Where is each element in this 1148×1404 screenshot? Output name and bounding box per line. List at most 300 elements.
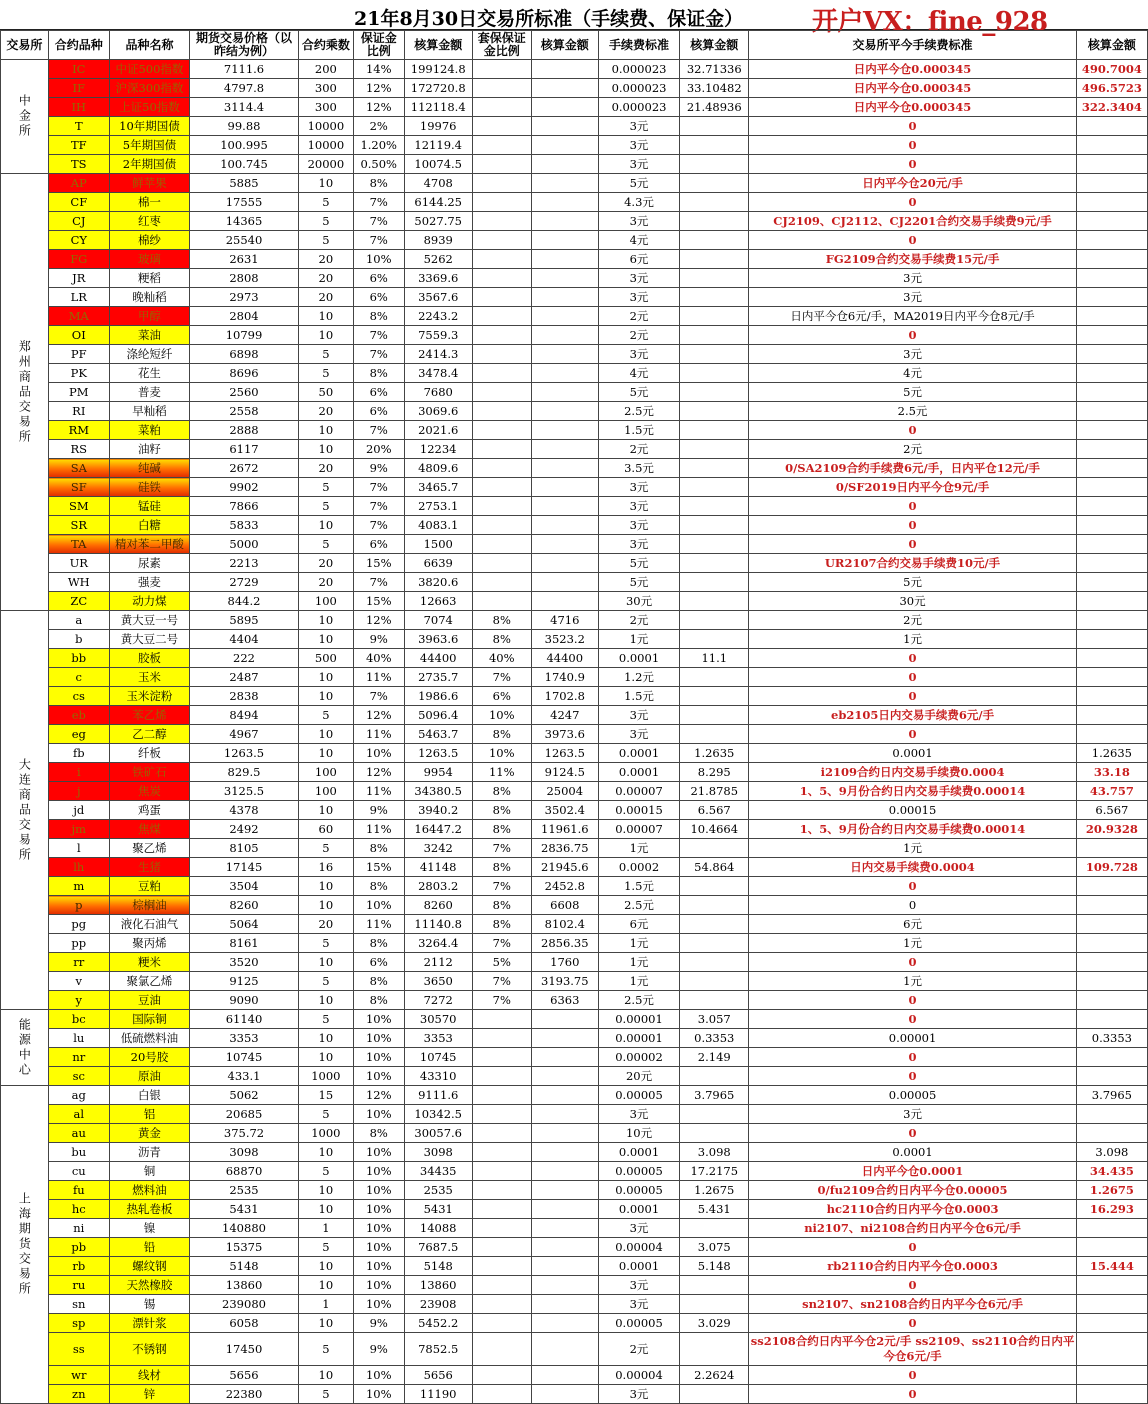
hedge-amount-cell	[531, 1219, 598, 1238]
product-name-cell: 硅铁	[109, 478, 189, 497]
table-row	[1, 497, 1148, 516]
price-cell: 8260	[190, 896, 299, 915]
close-today-fee-cell: 0	[749, 1366, 1076, 1385]
hedge-ratio-cell	[472, 345, 531, 364]
close-today-amount-cell	[1076, 250, 1147, 269]
close-today-amount-cell	[1076, 1295, 1147, 1314]
fee-standard-cell: 0.00004	[598, 1238, 679, 1257]
fee-amount-cell	[680, 478, 749, 497]
table-row	[1, 1086, 1148, 1105]
margin-amount-cell: 4809.6	[404, 459, 472, 478]
hedge-amount-cell	[531, 1029, 598, 1048]
hedge-amount-cell: 8102.4	[531, 915, 598, 934]
margin-ratio-cell: 10%	[353, 1238, 404, 1257]
margin-amount-cell: 16447.2	[404, 820, 472, 839]
hedge-ratio-cell	[472, 269, 531, 288]
watermark: 开户VX：fine_928	[812, 7, 1048, 37]
fee-amount-cell	[680, 630, 749, 649]
fee-standard-cell: 1元	[598, 839, 679, 858]
close-today-fee-cell: 0	[749, 535, 1076, 554]
product-name-cell: 聚乙烯	[109, 839, 189, 858]
margin-ratio-cell: 8%	[353, 174, 404, 193]
fee-standard-cell: 2元	[598, 611, 679, 630]
fee-standard-cell: 0.00004	[598, 1366, 679, 1385]
contract-code-cell: ru	[48, 1276, 109, 1295]
hedge-amount-cell: 1702.8	[531, 687, 598, 706]
contract-code-cell: bc	[48, 1010, 109, 1029]
hedge-amount-cell	[531, 79, 598, 98]
fee-amount-cell: 1.2675	[680, 1181, 749, 1200]
product-name-cell: 20号胶	[109, 1048, 189, 1067]
title-bar	[0, 0, 1148, 37]
price-cell: 8494	[190, 706, 299, 725]
product-name-cell: 精对苯二甲酸	[109, 535, 189, 554]
fee-standard-cell: 3元	[598, 155, 679, 174]
product-name-cell: 粳米	[109, 953, 189, 972]
hedge-amount-cell	[531, 497, 598, 516]
table-row	[1, 839, 1148, 858]
table-row	[1, 1295, 1148, 1314]
table-row	[1, 364, 1148, 383]
hedge-amount-cell	[531, 1048, 598, 1067]
price-cell: 14365	[190, 212, 299, 231]
hedge-amount-cell	[531, 326, 598, 345]
close-today-fee-cell: 0	[749, 516, 1076, 535]
contract-code-cell: FG	[48, 250, 109, 269]
table-row	[1, 611, 1148, 630]
product-name-cell: 沪深300指数	[109, 79, 189, 98]
table-row	[1, 1333, 1148, 1366]
margin-ratio-cell: 10%	[353, 1366, 404, 1385]
product-name-cell: 早籼稻	[109, 402, 189, 421]
close-today-amount-cell	[1076, 421, 1147, 440]
exchange-name-cell: 能源中心	[1, 1010, 49, 1086]
price-cell: 2672	[190, 459, 299, 478]
contract-code-cell: b	[48, 630, 109, 649]
hedge-ratio-cell	[472, 1086, 531, 1105]
product-name-cell: 纯碱	[109, 459, 189, 478]
close-today-amount-cell	[1076, 307, 1147, 326]
multiplier-cell: 10	[298, 953, 353, 972]
product-name-cell: 2年期国债	[109, 155, 189, 174]
product-name-cell: 油籽	[109, 440, 189, 459]
margin-ratio-cell: 11%	[353, 915, 404, 934]
fee-standard-cell: 1元	[598, 972, 679, 991]
hedge-amount-cell	[531, 250, 598, 269]
table-row	[1, 554, 1148, 573]
close-today-amount-cell	[1076, 440, 1147, 459]
contract-code-cell: p	[48, 896, 109, 915]
margin-ratio-cell: 20%	[353, 440, 404, 459]
fee-standard-cell: 5元	[598, 554, 679, 573]
contract-code-cell: RS	[48, 440, 109, 459]
close-today-fee-cell: 0	[749, 136, 1076, 155]
hedge-ratio-cell	[472, 1105, 531, 1124]
margin-ratio-cell: 8%	[353, 364, 404, 383]
contract-code-cell: v	[48, 972, 109, 991]
fee-amount-cell	[680, 497, 749, 516]
table-row	[1, 706, 1148, 725]
multiplier-cell: 5	[298, 1162, 353, 1181]
close-today-fee-cell: 2元	[749, 611, 1076, 630]
margin-amount-cell: 30057.6	[404, 1124, 472, 1143]
hedge-amount-cell	[531, 231, 598, 250]
close-today-amount-cell	[1076, 326, 1147, 345]
close-today-amount-cell	[1076, 1314, 1147, 1333]
hedge-amount-cell	[531, 1385, 598, 1404]
margin-ratio-cell: 7%	[353, 687, 404, 706]
price-cell: 829.5	[190, 763, 299, 782]
margin-ratio-cell: 6%	[353, 953, 404, 972]
product-name-cell: 焦炭	[109, 782, 189, 801]
product-name-cell: 菜粕	[109, 421, 189, 440]
close-today-amount-cell	[1076, 1105, 1147, 1124]
col-header: 核算金额	[531, 31, 598, 60]
hedge-amount-cell	[531, 174, 598, 193]
hedge-amount-cell	[531, 1143, 598, 1162]
fee-amount-cell	[680, 611, 749, 630]
margin-amount-cell: 199124.8	[404, 60, 472, 79]
margin-ratio-cell: 12%	[353, 98, 404, 117]
col-header: 保证金比例	[353, 31, 404, 60]
product-name-cell: 镍	[109, 1219, 189, 1238]
fee-standard-cell: 2.5元	[598, 991, 679, 1010]
fee-standard-cell: 2元	[598, 307, 679, 326]
margin-ratio-cell: 10%	[353, 1105, 404, 1124]
margin-ratio-cell: 7%	[353, 326, 404, 345]
fee-standard-cell: 3元	[598, 1219, 679, 1238]
fee-amount-cell: 2.149	[680, 1048, 749, 1067]
hedge-amount-cell	[531, 60, 598, 79]
hedge-amount-cell	[531, 1200, 598, 1219]
contract-code-cell: eg	[48, 725, 109, 744]
table-row	[1, 421, 1148, 440]
table-row	[1, 1143, 1148, 1162]
table-row	[1, 402, 1148, 421]
close-today-amount-cell: 0.3353	[1076, 1029, 1147, 1048]
fee-amount-cell	[680, 516, 749, 535]
margin-amount-cell: 3098	[404, 1143, 472, 1162]
margin-ratio-cell: 12%	[353, 611, 404, 630]
margin-ratio-cell: 2%	[353, 117, 404, 136]
fee-amount-cell	[680, 915, 749, 934]
fee-standard-cell: 6元	[598, 250, 679, 269]
price-cell: 7111.6	[190, 60, 299, 79]
multiplier-cell: 20	[298, 915, 353, 934]
close-today-amount-cell	[1076, 174, 1147, 193]
product-name-cell: 棉纱	[109, 231, 189, 250]
col-header: 合约品种	[48, 31, 109, 60]
margin-amount-cell: 5431	[404, 1200, 472, 1219]
margin-ratio-cell: 12%	[353, 763, 404, 782]
fee-standard-cell: 4元	[598, 364, 679, 383]
table-row	[1, 1067, 1148, 1086]
close-today-amount-cell	[1076, 1333, 1147, 1366]
table-row	[1, 953, 1148, 972]
hedge-amount-cell	[531, 1010, 598, 1029]
product-name-cell: 白糖	[109, 516, 189, 535]
fee-standard-cell: 5元	[598, 383, 679, 402]
margin-amount-cell: 8939	[404, 231, 472, 250]
hedge-ratio-cell: 7%	[472, 839, 531, 858]
close-today-fee-cell: 1、5、9月份合约日内交易手续费0.00014	[749, 820, 1076, 839]
close-today-fee-cell: 0/SF2019日内平今仓9元/手	[749, 478, 1076, 497]
fee-standard-cell: 0.00005	[598, 1181, 679, 1200]
contract-code-cell: sc	[48, 1067, 109, 1086]
hedge-ratio-cell: 8%	[472, 782, 531, 801]
margin-ratio-cell: 9%	[353, 1333, 404, 1366]
close-today-fee-cell: eb2105日内交易手续费6元/手	[749, 706, 1076, 725]
multiplier-cell: 200	[298, 60, 353, 79]
hedge-amount-cell	[531, 1162, 598, 1181]
price-cell: 2492	[190, 820, 299, 839]
margin-amount-cell: 112118.4	[404, 98, 472, 117]
contract-code-cell: IH	[48, 98, 109, 117]
fee-standard-cell: 6元	[598, 915, 679, 934]
hedge-amount-cell: 1740.9	[531, 668, 598, 687]
product-name-cell: 铅	[109, 1238, 189, 1257]
contract-code-cell: nr	[48, 1048, 109, 1067]
multiplier-cell: 10	[298, 725, 353, 744]
margin-amount-cell: 172720.8	[404, 79, 472, 98]
close-today-amount-cell	[1076, 839, 1147, 858]
product-name-cell: 晚籼稻	[109, 288, 189, 307]
fee-amount-cell	[680, 839, 749, 858]
close-today-fee-cell: 0	[749, 896, 1076, 915]
hedge-amount-cell: 2452.8	[531, 877, 598, 896]
close-today-fee-cell: 0.0001	[749, 744, 1076, 763]
hedge-amount-cell	[531, 269, 598, 288]
close-today-fee-cell: 日内平今仓0.000345	[749, 98, 1076, 117]
close-today-fee-cell: 0	[749, 649, 1076, 668]
product-name-cell: 乙二醇	[109, 725, 189, 744]
margin-ratio-cell: 11%	[353, 820, 404, 839]
product-name-cell: 5年期国债	[109, 136, 189, 155]
hedge-ratio-cell	[472, 1181, 531, 1200]
hedge-ratio-cell	[472, 212, 531, 231]
fee-standard-cell: 0.0001	[598, 763, 679, 782]
margin-amount-cell: 3940.2	[404, 801, 472, 820]
fee-margin-table	[0, 30, 1148, 1404]
hedge-amount-cell: 3523.2	[531, 630, 598, 649]
margin-ratio-cell: 9%	[353, 801, 404, 820]
price-cell: 2804	[190, 307, 299, 326]
close-today-amount-cell	[1076, 497, 1147, 516]
product-name-cell: 锡	[109, 1295, 189, 1314]
margin-ratio-cell: 10%	[353, 1276, 404, 1295]
multiplier-cell: 20	[298, 573, 353, 592]
fee-amount-cell	[680, 212, 749, 231]
contract-code-cell: ss	[48, 1333, 109, 1366]
margin-ratio-cell: 15%	[353, 858, 404, 877]
margin-ratio-cell: 6%	[353, 535, 404, 554]
margin-ratio-cell: 8%	[353, 877, 404, 896]
hedge-amount-cell: 21945.6	[531, 858, 598, 877]
hedge-ratio-cell: 8%	[472, 896, 531, 915]
fee-amount-cell: 11.1	[680, 649, 749, 668]
fee-amount-cell: 21.48936	[680, 98, 749, 117]
product-name-cell: 红枣	[109, 212, 189, 231]
hedge-amount-cell	[531, 345, 598, 364]
close-today-fee-cell: 日内平今仓0.000345	[749, 79, 1076, 98]
margin-amount-cell: 1263.5	[404, 744, 472, 763]
margin-amount-cell: 8260	[404, 896, 472, 915]
close-today-amount-cell: 6.567	[1076, 801, 1147, 820]
margin-ratio-cell: 10%	[353, 1219, 404, 1238]
fee-amount-cell	[680, 1295, 749, 1314]
hedge-amount-cell	[531, 1238, 598, 1257]
table-row	[1, 155, 1148, 174]
contract-code-cell: IC	[48, 60, 109, 79]
margin-ratio-cell: 10%	[353, 1067, 404, 1086]
hedge-ratio-cell	[472, 383, 531, 402]
fee-standard-cell: 10元	[598, 1124, 679, 1143]
fee-standard-cell: 3.5元	[598, 459, 679, 478]
margin-ratio-cell: 8%	[353, 1124, 404, 1143]
contract-code-cell: CF	[48, 193, 109, 212]
fee-standard-cell: 0.00002	[598, 1048, 679, 1067]
hedge-amount-cell: 44400	[531, 649, 598, 668]
table-row	[1, 668, 1148, 687]
margin-amount-cell: 34435	[404, 1162, 472, 1181]
fee-amount-cell: 5.148	[680, 1257, 749, 1276]
contract-code-cell: eb	[48, 706, 109, 725]
close-today-amount-cell	[1076, 155, 1147, 174]
margin-ratio-cell: 7%	[353, 421, 404, 440]
fee-standard-cell: 1.2元	[598, 668, 679, 687]
fee-amount-cell: 33.10482	[680, 79, 749, 98]
close-today-amount-cell	[1076, 478, 1147, 497]
product-name-cell: 棕榈油	[109, 896, 189, 915]
margin-ratio-cell: 12%	[353, 79, 404, 98]
price-cell: 22380	[190, 1385, 299, 1404]
contract-code-cell: sn	[48, 1295, 109, 1314]
hedge-amount-cell: 1760	[531, 953, 598, 972]
close-today-amount-cell	[1076, 554, 1147, 573]
margin-amount-cell: 1500	[404, 535, 472, 554]
fee-amount-cell	[680, 155, 749, 174]
fee-amount-cell	[680, 269, 749, 288]
margin-amount-cell: 11140.8	[404, 915, 472, 934]
contract-code-cell: pg	[48, 915, 109, 934]
table-row	[1, 440, 1148, 459]
margin-ratio-cell: 11%	[353, 782, 404, 801]
hedge-ratio-cell: 6%	[472, 687, 531, 706]
close-today-fee-cell: UR2107合约交易手续费10元/手	[749, 554, 1076, 573]
contract-code-cell: UR	[48, 554, 109, 573]
price-cell: 17145	[190, 858, 299, 877]
price-cell: 4797.8	[190, 79, 299, 98]
margin-amount-cell: 10745	[404, 1048, 472, 1067]
multiplier-cell: 20	[298, 288, 353, 307]
fee-standard-cell: 0.000023	[598, 98, 679, 117]
fee-standard-cell: 3元	[598, 535, 679, 554]
contract-code-cell: SR	[48, 516, 109, 535]
margin-ratio-cell: 11%	[353, 725, 404, 744]
hedge-amount-cell	[531, 421, 598, 440]
table-row	[1, 193, 1148, 212]
close-today-fee-cell: 0.00001	[749, 1029, 1076, 1048]
price-cell: 5431	[190, 1200, 299, 1219]
product-name-cell: 铝	[109, 1105, 189, 1124]
margin-amount-cell: 19976	[404, 117, 472, 136]
multiplier-cell: 1000	[298, 1067, 353, 1086]
multiplier-cell: 10	[298, 1276, 353, 1295]
price-cell: 5656	[190, 1366, 299, 1385]
close-today-fee-cell: 0	[749, 193, 1076, 212]
fee-amount-cell	[680, 1276, 749, 1295]
hedge-ratio-cell	[472, 535, 531, 554]
fee-standard-cell: 1元	[598, 934, 679, 953]
col-header: 核算金额	[680, 31, 749, 60]
contract-code-cell: TF	[48, 136, 109, 155]
product-name-cell: 普麦	[109, 383, 189, 402]
margin-amount-cell: 3820.6	[404, 573, 472, 592]
col-header: 合约乘数	[298, 31, 353, 60]
hedge-ratio-cell	[472, 117, 531, 136]
hedge-amount-cell: 3502.4	[531, 801, 598, 820]
hedge-ratio-cell	[472, 440, 531, 459]
hedge-amount-cell: 4716	[531, 611, 598, 630]
contract-code-cell: T	[48, 117, 109, 136]
price-cell: 17555	[190, 193, 299, 212]
contract-code-cell: OI	[48, 326, 109, 345]
hedge-ratio-cell	[472, 1276, 531, 1295]
fee-standard-cell: 5元	[598, 573, 679, 592]
price-cell: 10799	[190, 326, 299, 345]
contract-code-cell: wr	[48, 1366, 109, 1385]
fee-standard-cell: 2元	[598, 326, 679, 345]
product-name-cell: 动力煤	[109, 592, 189, 611]
close-today-fee-cell: 日内平今仓0.0001	[749, 1162, 1076, 1181]
margin-ratio-cell: 8%	[353, 839, 404, 858]
close-today-fee-cell: 0	[749, 877, 1076, 896]
hedge-amount-cell	[531, 554, 598, 573]
table-row	[1, 744, 1148, 763]
product-name-cell: 液化石油气	[109, 915, 189, 934]
price-cell: 61140	[190, 1010, 299, 1029]
table-row	[1, 478, 1148, 497]
close-today-amount-cell: 109.728	[1076, 858, 1147, 877]
fee-amount-cell	[680, 307, 749, 326]
margin-amount-cell: 3465.7	[404, 478, 472, 497]
table-row	[1, 915, 1148, 934]
close-today-fee-cell: 1、5、9月份合约日内交易手续费0.00014	[749, 782, 1076, 801]
fee-amount-cell: 1.2635	[680, 744, 749, 763]
close-today-fee-cell: 0	[749, 687, 1076, 706]
table-row	[1, 991, 1148, 1010]
table-row	[1, 326, 1148, 345]
margin-amount-cell: 5656	[404, 1366, 472, 1385]
hedge-ratio-cell: 7%	[472, 934, 531, 953]
multiplier-cell: 10	[298, 1366, 353, 1385]
margin-ratio-cell: 10%	[353, 1385, 404, 1404]
hedge-amount-cell	[531, 1295, 598, 1314]
fee-amount-cell: 3.098	[680, 1143, 749, 1162]
price-cell: 2808	[190, 269, 299, 288]
table-row	[1, 1162, 1148, 1181]
close-today-amount-cell: 20.9328	[1076, 820, 1147, 839]
close-today-amount-cell	[1076, 934, 1147, 953]
table-row	[1, 1257, 1148, 1276]
multiplier-cell: 100	[298, 592, 353, 611]
multiplier-cell: 20	[298, 459, 353, 478]
hedge-amount-cell	[531, 212, 598, 231]
hedge-ratio-cell	[472, 174, 531, 193]
multiplier-cell: 100	[298, 763, 353, 782]
hedge-amount-cell	[531, 478, 598, 497]
price-cell: 9125	[190, 972, 299, 991]
